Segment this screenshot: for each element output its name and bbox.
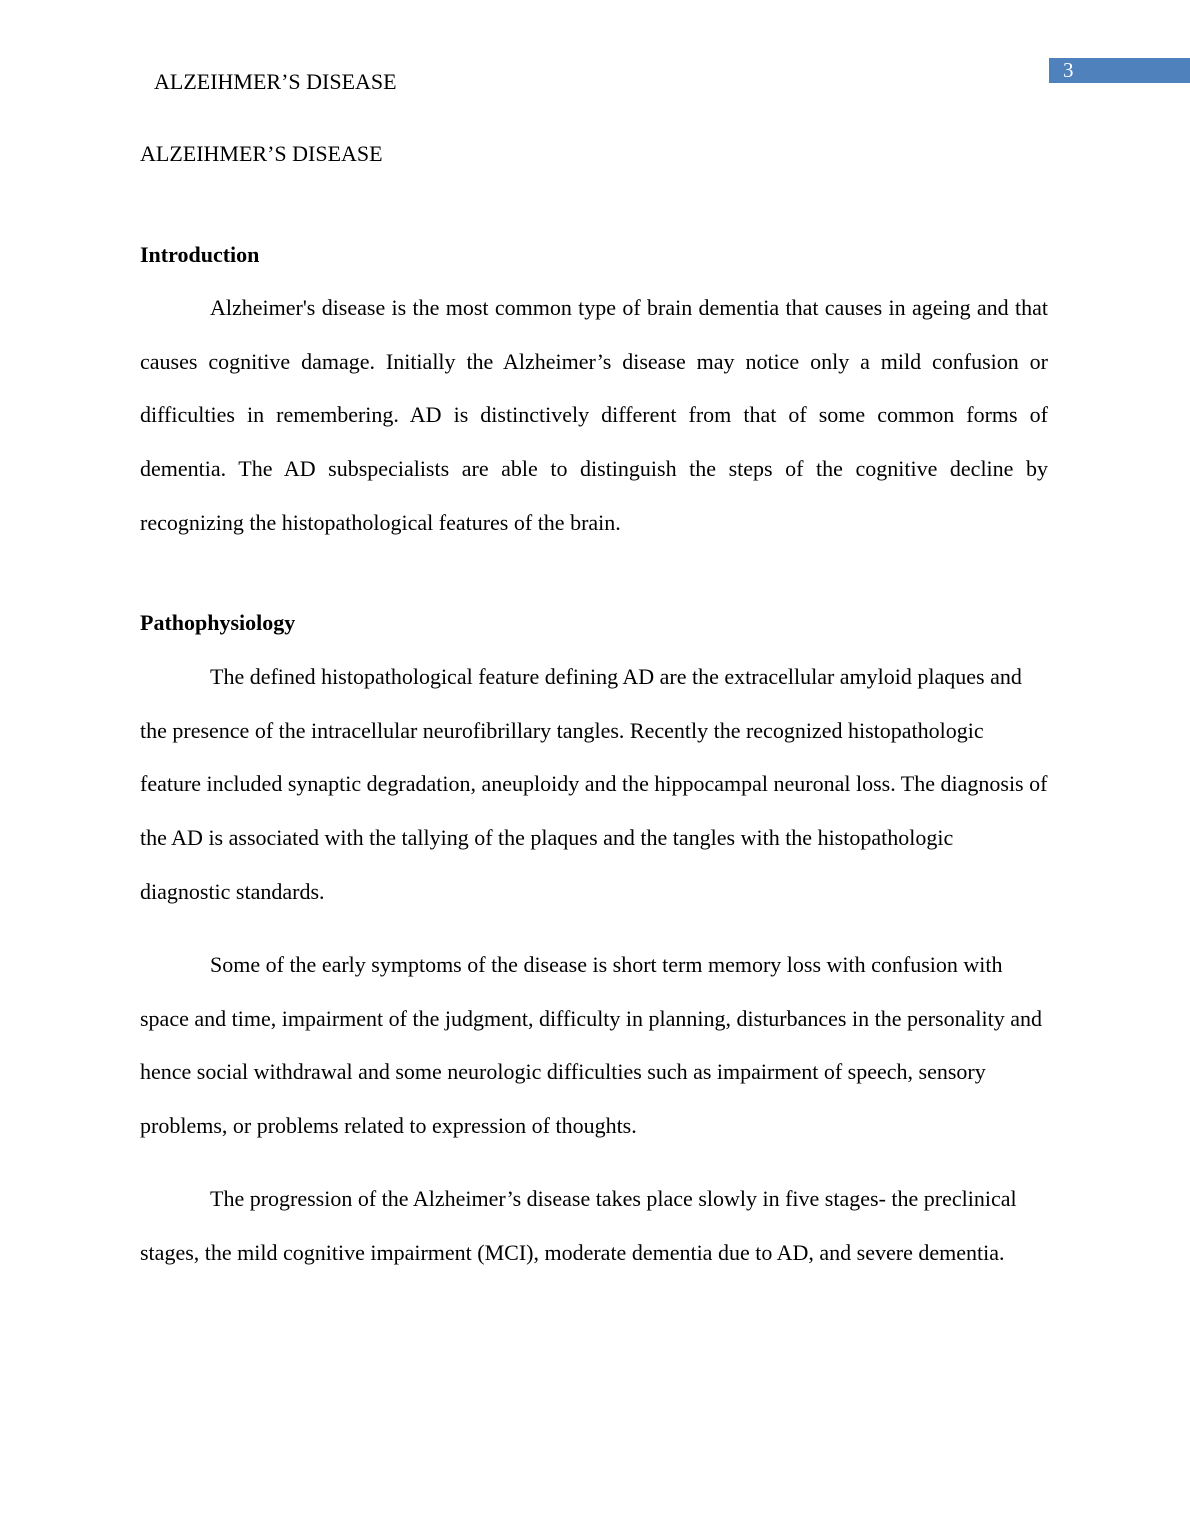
document-title: ALZEIHMER’S DISEASE xyxy=(140,141,383,166)
paragraph-pathophysiology-1: The defined histopathological feature defining AD are the extracellular amyloid plaques and the presence of the intracellular neurofibrillary tangles. Recently the recognized histopathologic feature included synaptic degradation, aneuploidy and the hippocampal neuronal loss. The diagnosis of the AD is associated with the tallying of the plaques and the tangles with the histopathologic diagnostic standards. xyxy=(140,664,1048,904)
paragraph-pathophysiology-2: Some of the early symptoms of the disease is short term memory loss with confusion with space and time, impairment of the judgment, difficulty in planning, disturbances in the personality and hence social withdrawal and some neurologic difficulties such as impairment of speech, sensory problems, or problems related to expression of thoughts. xyxy=(140,952,1042,1139)
heading-introduction: Introduction xyxy=(140,242,260,267)
paragraph-introduction: Alzheimer's disease is the most common type of brain dementia that causes in ageing and that causes cognitive damage. Initially the Alzheimer’s disease may notice only a mild confusion or difficulties in remembering. AD is distinctively different from that of some common forms of dementia. The AD subspecialists are able to distinguish the steps of the cognitive decline by recognizing the histopathological features of the brain. xyxy=(140,295,1048,535)
page-number: 3 xyxy=(1049,58,1190,83)
paragraph-pathophysiology-3: The progression of the Alzheimer’s disease takes place slowly in five stages- the preclinical stages, the mild cognitive impairment (MCI), moderate dementia due to AD, and severe dementia. xyxy=(140,1186,1017,1265)
running-head: ALZEIHMER’S DISEASE xyxy=(154,69,397,94)
heading-pathophysiology: Pathophysiology xyxy=(140,610,296,635)
